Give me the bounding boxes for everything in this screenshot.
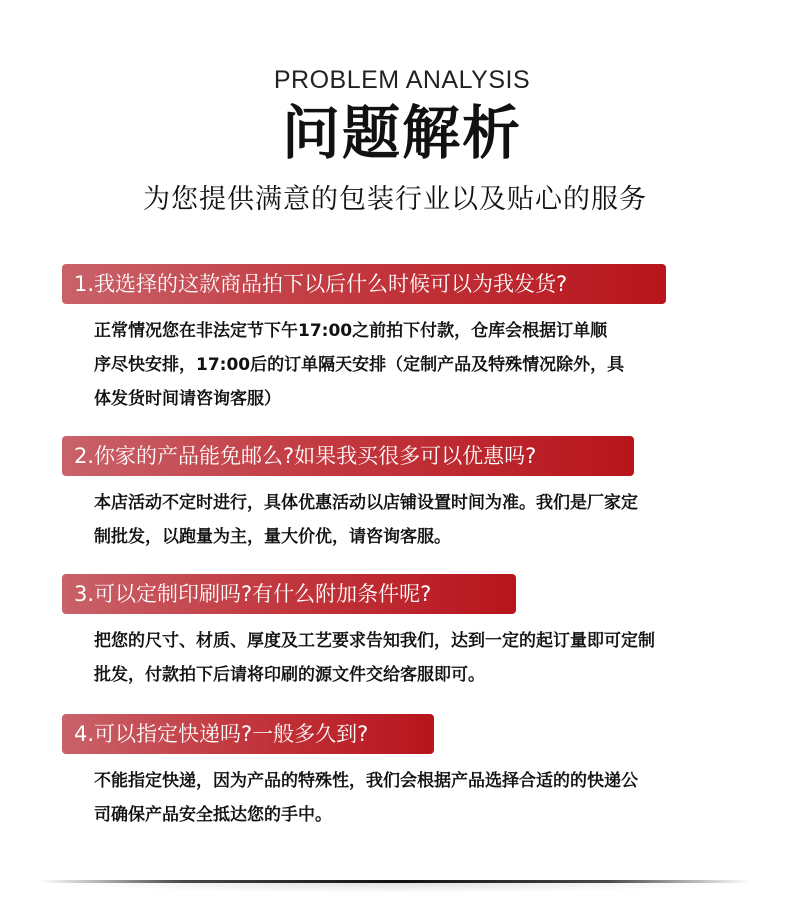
faq-question-1: 1.我选择的这款商品拍下以后什么时候可以为我发货? [62,264,666,304]
faq-item-4 [62,714,638,832]
faq-question-2: 2.你家的产品能免邮么?如果我买很多可以优惠吗? [62,436,634,476]
faq-question-3: 3.可以定制印刷吗?有什么附加条件呢? [62,574,516,614]
faq-answer-4 [94,764,638,832]
page-tagline: 为您提供满意的包装行业以及贴心的服务 [143,184,647,215]
faq-answer-line: 体发货时间请咨询客服） [94,389,281,409]
faq-question-4: 4.可以指定快递吗?一般多久到? [62,714,434,754]
faq-answer-2 [94,486,638,554]
faq-answer-line: 本店活动不定时进行，具体优惠活动以店铺设置时间为准。我们是厂家定 [94,493,638,513]
bottom-divider-shadow [60,883,730,893]
english-subtitle: PROBLEM ANALYSIS [273,66,531,94]
faq-answer-line: 不能指定快递，因为产品的特殊性，我们会根据产品选择合适的的快递公 [94,771,638,791]
faq-item-1 [62,264,666,416]
faq-answer-1 [94,314,666,416]
faq-answer-line: 把您的尺寸、材质、厚度及工艺要求告知我们，达到一定的起订量即可定制 [94,631,655,651]
faq-answer-line: 批发，付款拍下后请将印刷的源文件交给客服即可。 [94,665,485,685]
faq-answer-3 [94,624,655,692]
faq-item-2 [62,436,638,554]
faq-answer-line: 制批发，以跑量为主，量大价优，请咨询客服。 [94,527,451,547]
page-header [0,64,790,218]
page-title: 问题解析 [281,99,522,167]
faq-answer-line: 正常情况您在非法定节下午17:00之前拍下付款，仓库会根据订单顺 [94,321,608,341]
faq-answer-line: 序尽快安排，17:00后的订单隔天安排（定制产品及特殊情况除外，具 [94,355,625,375]
faq-answer-line: 司确保产品安全抵达您的手中。 [94,805,332,825]
faq-item-3 [62,574,655,692]
